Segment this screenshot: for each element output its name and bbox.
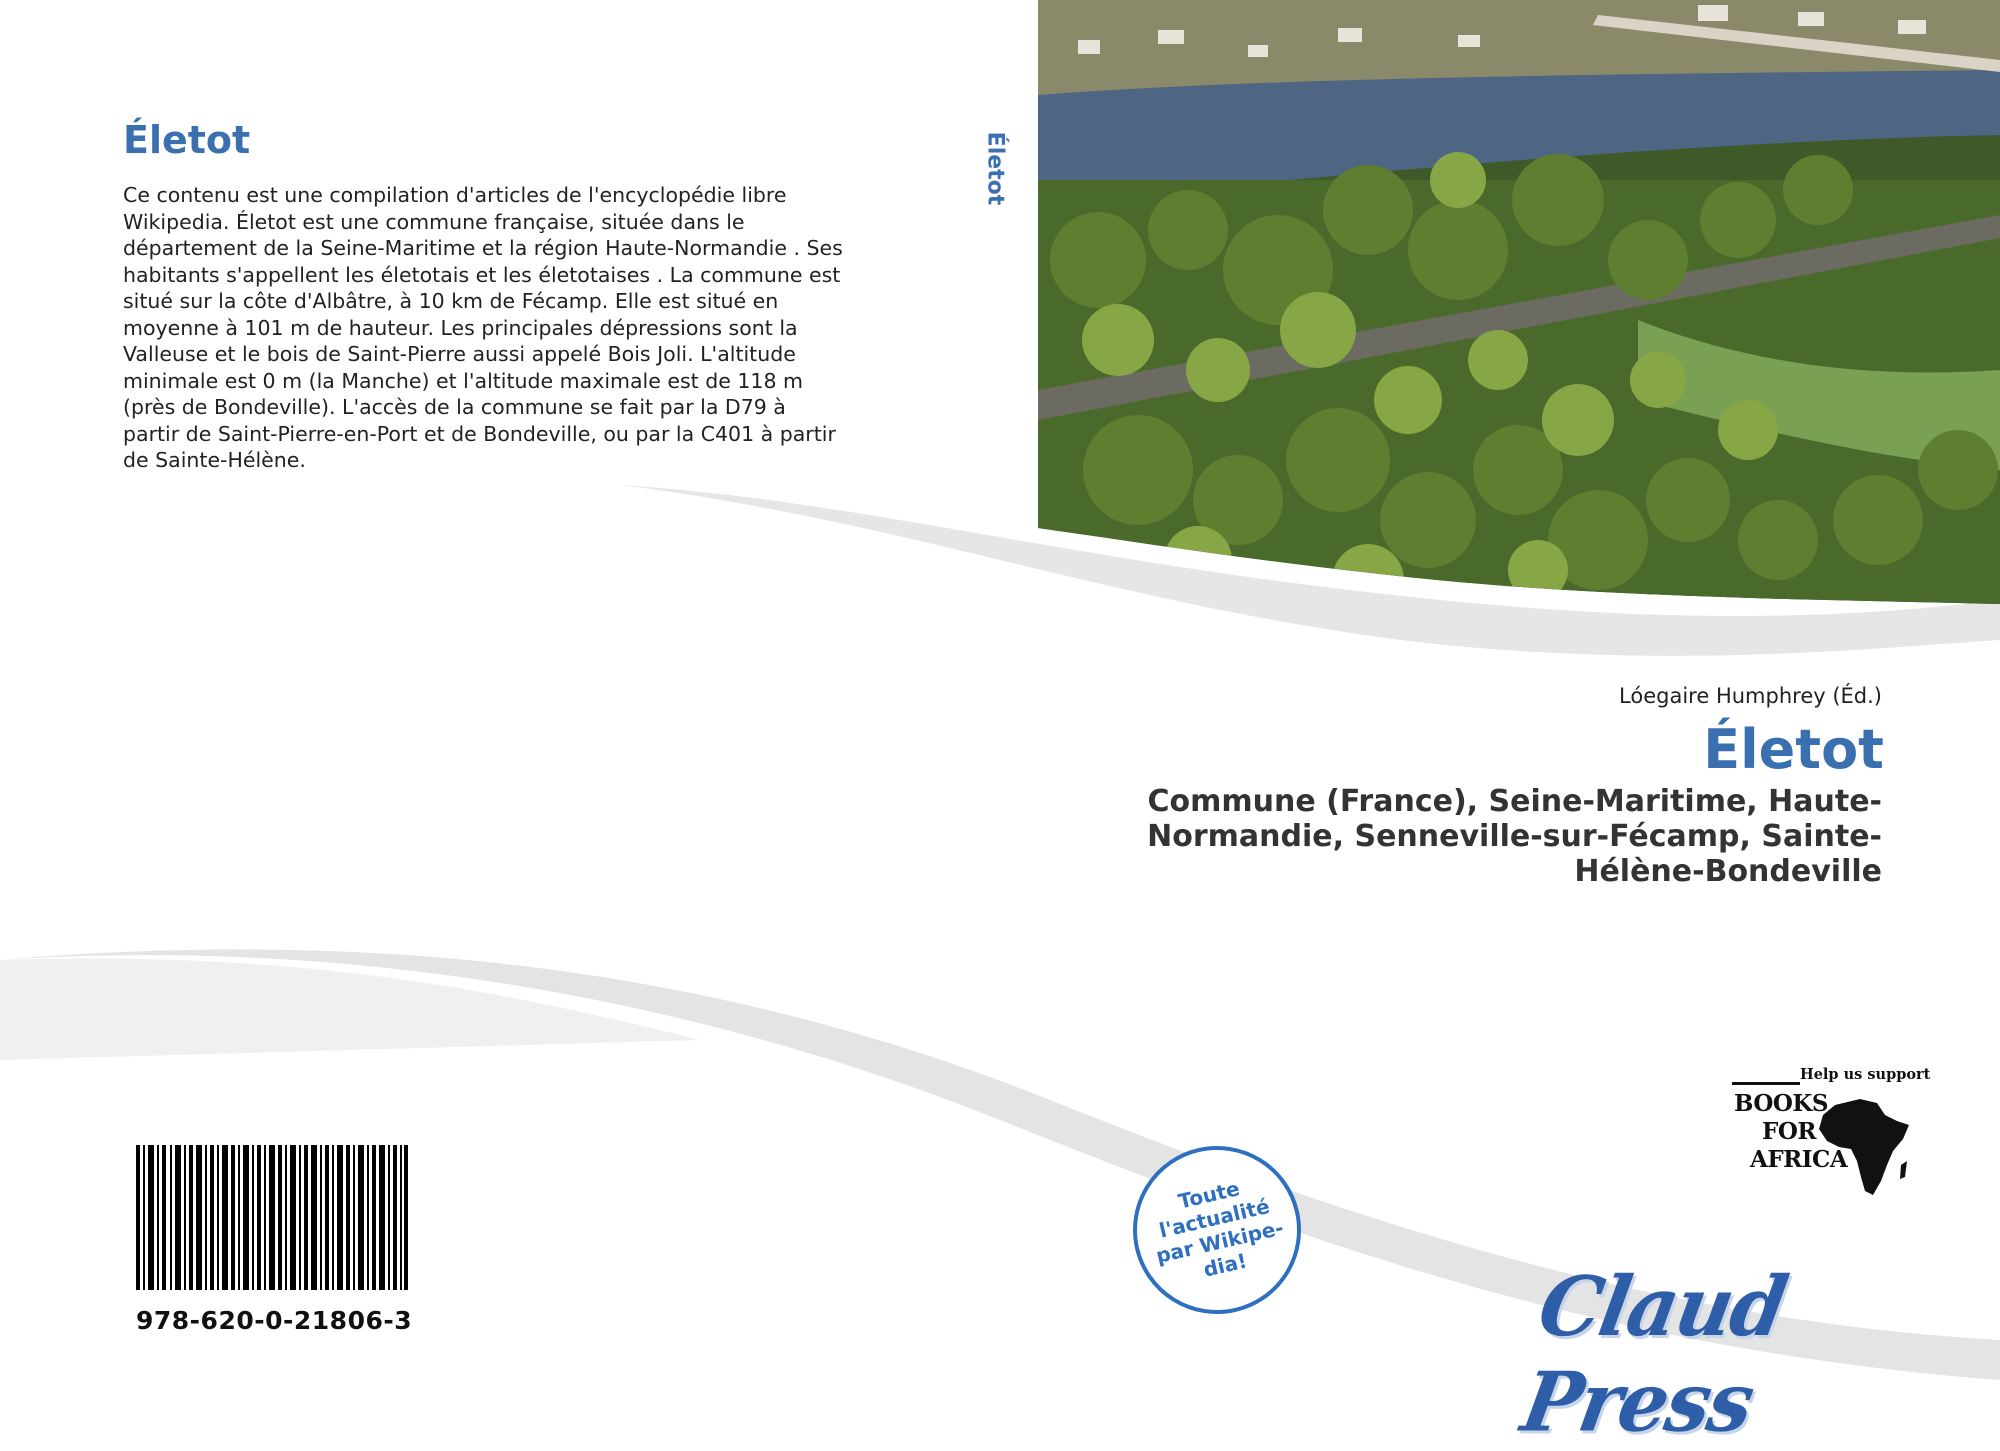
back-cover-title: Életot bbox=[123, 118, 251, 162]
front-cover-title: Életot bbox=[1703, 718, 1884, 781]
logo-rule bbox=[1732, 1082, 1800, 1085]
isbn-number: 978-620-0-21806-3 bbox=[136, 1306, 413, 1335]
front-cover-subtitle: Commune (France), Seine-Maritime, Haute-Normandie, Senneville-sur-Fécamp, Sainte-Hélène-Bondeville bbox=[1147, 784, 1882, 889]
back-cover-blurb: Ce contenu est une compilation d'articles de l'encyclopédie libre Wikipedia. Életot est une commune française, située dans le département de la Seine-Maritime et la région Haute-Normandie . Ses habitants s'appellent les életotais et les életotaises . La commune est situé sur la côte d'Albâtre, à 10 km de Fécamp. Elle est situé en moyenne à 101 m de hauteur. Les principales dépressions sont la Valleuse et le bois de Saint-Pierre aussi appelé Bois Joli. L'altitude minimale est 0 m (la Manche) et l'altitude maximale est de 118 m (près de Bondeville). L'accès de la commune se fait par la D79 à partir de Saint-Pierre-en-Port et de Bondeville, ou par la C401 à partir de Sainte-Hélène. bbox=[123, 183, 843, 472]
aerial-park-photo bbox=[1038, 0, 2000, 604]
wikipedia-badge-text: Toute l'actualité par Wikipe-dia! bbox=[1153, 1176, 1286, 1282]
spine-title: Életot bbox=[982, 131, 1008, 206]
bfa-word-africa: AFRICA bbox=[1750, 1146, 1848, 1173]
editor-credit: Lóegaire Humphrey (Éd.) bbox=[1619, 684, 1882, 708]
cover-photo bbox=[1038, 0, 2000, 604]
publisher-logo: Claud Press bbox=[1515, 1259, 1793, 1451]
africa-map-icon bbox=[1815, 1095, 1911, 1198]
isbn-barcode bbox=[136, 1145, 408, 1290]
bfa-word-for: FOR bbox=[1762, 1118, 1816, 1145]
bfa-word-books: BOOKS bbox=[1734, 1090, 1829, 1117]
bfa-tagline: Help us support bbox=[1800, 1066, 1931, 1083]
